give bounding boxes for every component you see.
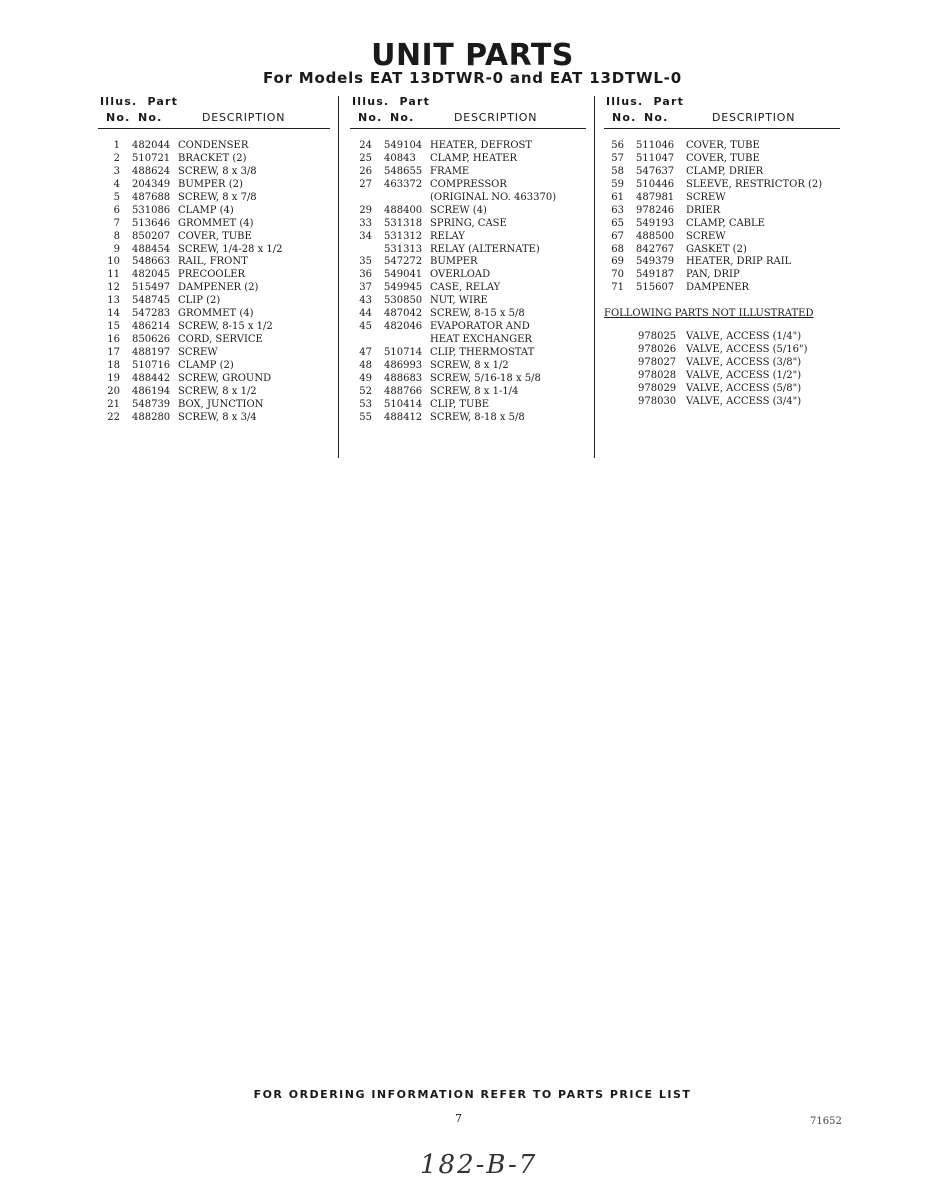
illus-no-cell: 67 bbox=[611, 230, 624, 242]
illus-no-cell: 24 bbox=[359, 140, 372, 151]
column-header bbox=[98, 95, 330, 131]
part-no-cell: 511046 bbox=[636, 140, 675, 151]
table-row bbox=[350, 321, 586, 334]
description-cell: SCREW, 8 x 1/2 bbox=[178, 385, 257, 397]
table-row bbox=[98, 334, 330, 347]
description-cell: NUT, WIRE bbox=[430, 295, 488, 307]
table-row bbox=[350, 256, 586, 269]
description-cell: OVERLOAD bbox=[430, 269, 491, 281]
description-cell: SCREW (4) bbox=[430, 204, 487, 216]
column-header-illus-no: No. bbox=[612, 111, 637, 124]
illus-no-cell: 29 bbox=[359, 204, 372, 216]
part-no-cell: 530850 bbox=[384, 295, 423, 307]
column-header-illus-part: Illus. Part bbox=[606, 95, 685, 108]
part-no-cell: 548739 bbox=[132, 398, 171, 410]
description-cell: CLIP, TUBE bbox=[430, 398, 490, 410]
part-no-cell: 531313 bbox=[384, 243, 423, 255]
table-row bbox=[350, 140, 586, 153]
part-no-cell: 487688 bbox=[132, 191, 171, 203]
illus-no-cell: 5 bbox=[113, 191, 120, 203]
description-cell: HEAT EXCHANGER bbox=[430, 334, 532, 346]
table-row bbox=[350, 373, 586, 386]
part-no-cell: 978028 bbox=[638, 370, 677, 382]
table-row bbox=[98, 360, 330, 373]
illus-no-cell: 6 bbox=[113, 204, 120, 216]
illus-no-cell: 55 bbox=[359, 411, 372, 423]
description-cell: GROMMET (4) bbox=[178, 308, 254, 320]
description-cell: COVER, TUBE bbox=[178, 230, 252, 242]
illus-no-cell: 11 bbox=[107, 269, 120, 281]
table-row bbox=[350, 205, 586, 218]
illus-no-cell: 58 bbox=[611, 165, 624, 177]
table-row bbox=[604, 192, 840, 205]
part-no-cell: 510716 bbox=[132, 359, 171, 371]
illus-no-cell: 21 bbox=[107, 398, 120, 410]
description-cell: SPRING, CASE bbox=[430, 217, 507, 229]
column-header-illus-no: No. bbox=[358, 111, 383, 124]
description-cell: HEATER, DEFROST bbox=[430, 140, 533, 151]
illus-no-cell bbox=[604, 370, 638, 383]
table-row bbox=[350, 231, 586, 244]
illus-no-cell: 35 bbox=[359, 256, 372, 268]
description-cell: CLIP, THERMOSTAT bbox=[430, 347, 535, 358]
description-cell: VALVE, ACCESS (5/16") bbox=[686, 344, 808, 356]
table-row bbox=[604, 396, 840, 409]
table-row bbox=[604, 344, 840, 357]
part-no-cell: 978025 bbox=[638, 331, 677, 343]
table-row bbox=[98, 231, 330, 244]
description-cell: DAMPENER (2) bbox=[178, 282, 259, 294]
part-no-cell: 549945 bbox=[384, 282, 423, 294]
illus-no-cell: 1 bbox=[113, 140, 120, 151]
illus-no-cell: 47 bbox=[359, 347, 372, 358]
part-no-cell: 515497 bbox=[132, 282, 171, 294]
illus-no-cell: 61 bbox=[611, 191, 624, 203]
description-cell: EVAPORATOR AND bbox=[430, 321, 530, 333]
table-row bbox=[350, 153, 586, 166]
table-row bbox=[604, 370, 840, 383]
description-cell: CLAMP, DRIER bbox=[686, 165, 764, 177]
description-cell: CONDENSER bbox=[178, 140, 249, 151]
illus-no-cell: 13 bbox=[107, 295, 120, 307]
table-row bbox=[604, 166, 840, 179]
description-cell: COVER, TUBE bbox=[686, 140, 760, 151]
part-no-cell: 511047 bbox=[636, 152, 675, 164]
description-cell: VALVE, ACCESS (5/8") bbox=[686, 383, 802, 394]
part-no-cell bbox=[384, 334, 430, 347]
part-no-cell: 531312 bbox=[384, 230, 423, 242]
description-cell: GASKET (2) bbox=[686, 243, 747, 255]
description-cell: COMPRESSOR bbox=[430, 178, 507, 190]
illus-no-cell: 56 bbox=[611, 140, 624, 151]
part-no-cell: 547637 bbox=[636, 165, 675, 177]
part-no-cell: 510446 bbox=[636, 178, 675, 190]
part-no-cell: 850207 bbox=[132, 230, 171, 242]
part-no-cell: 488280 bbox=[132, 411, 171, 423]
parts-list bbox=[98, 140, 330, 425]
table-row bbox=[98, 282, 330, 295]
part-no-cell: 486214 bbox=[132, 321, 171, 333]
illus-no-cell: 25 bbox=[359, 152, 372, 164]
description-cell: BUMPER (2) bbox=[178, 178, 243, 190]
part-no-cell: 842767 bbox=[636, 243, 675, 255]
table-row bbox=[98, 347, 330, 360]
table-row bbox=[98, 269, 330, 282]
table-row bbox=[604, 282, 840, 295]
description-cell: VALVE, ACCESS (1/2") bbox=[686, 370, 802, 382]
table-row bbox=[98, 205, 330, 218]
description-cell: HEATER, DRIP RAIL bbox=[686, 256, 792, 268]
illus-no-cell: 59 bbox=[611, 178, 624, 190]
description-cell: CASE, RELAY bbox=[430, 282, 501, 294]
illus-no-cell bbox=[604, 344, 638, 357]
part-no-cell: 549104 bbox=[384, 140, 423, 151]
description-cell: VALVE, ACCESS (1/4") bbox=[686, 331, 802, 343]
description-cell: CLAMP (4) bbox=[178, 204, 234, 216]
header-rule bbox=[604, 128, 840, 129]
table-row bbox=[350, 360, 586, 373]
parts-column-2 bbox=[350, 95, 586, 425]
description-cell: CLAMP (2) bbox=[178, 359, 234, 371]
column-header-part-no: No. bbox=[138, 111, 163, 124]
table-row bbox=[604, 153, 840, 166]
part-no-cell: 488683 bbox=[384, 372, 423, 384]
illus-no-cell: 26 bbox=[359, 165, 372, 177]
description-cell: SCREW bbox=[178, 347, 218, 358]
illus-no-cell: 22 bbox=[107, 411, 120, 423]
description-cell: CLAMP, CABLE bbox=[686, 217, 765, 229]
ordering-info: FOR ORDERING INFORMATION REFER TO PARTS PRICE LIST bbox=[253, 1088, 692, 1101]
description-cell: SCREW, 8-15 x 1/2 bbox=[178, 321, 273, 333]
table-row bbox=[98, 399, 330, 412]
illus-no-cell bbox=[350, 192, 384, 205]
table-row bbox=[604, 269, 840, 282]
part-no-cell: 510714 bbox=[384, 347, 423, 358]
illus-no-cell: 8 bbox=[113, 230, 120, 242]
illus-no-cell: 52 bbox=[359, 385, 372, 397]
not-illustrated-list bbox=[604, 331, 840, 409]
column-divider bbox=[594, 96, 595, 458]
part-no-cell: 482045 bbox=[132, 269, 171, 281]
part-no-cell: 488624 bbox=[132, 165, 171, 177]
table-row bbox=[98, 244, 330, 257]
table-row bbox=[604, 256, 840, 269]
table-row bbox=[604, 179, 840, 192]
part-no-cell bbox=[384, 192, 430, 205]
table-row bbox=[350, 244, 586, 257]
illus-no-cell: 15 bbox=[107, 321, 120, 333]
table-row bbox=[350, 295, 586, 308]
illus-no-cell: 4 bbox=[113, 178, 120, 190]
illus-no-cell: 18 bbox=[107, 359, 120, 371]
description-cell: CLAMP, HEATER bbox=[430, 152, 518, 164]
part-no-cell: 40843 bbox=[384, 152, 416, 164]
illus-no-cell: 68 bbox=[611, 243, 624, 255]
illus-no-cell: 48 bbox=[359, 359, 372, 371]
part-no-cell: 850626 bbox=[132, 334, 171, 346]
illus-no-cell: 37 bbox=[359, 282, 372, 294]
illus-no-cell: 43 bbox=[359, 295, 372, 307]
description-cell: SCREW, 8 x 7/8 bbox=[178, 191, 257, 203]
description-cell: SCREW, GROUND bbox=[178, 372, 272, 384]
description-cell: SCREW bbox=[686, 191, 726, 203]
description-cell: COVER, TUBE bbox=[686, 152, 760, 164]
table-row bbox=[604, 244, 840, 257]
table-row bbox=[604, 140, 840, 153]
table-row bbox=[350, 399, 586, 412]
part-no-cell: 548663 bbox=[132, 256, 171, 268]
part-no-cell: 488442 bbox=[132, 372, 171, 384]
description-cell: VALVE, ACCESS (3/8") bbox=[686, 357, 802, 369]
table-row bbox=[98, 166, 330, 179]
illus-no-cell: 65 bbox=[611, 217, 624, 229]
part-no-cell: 488454 bbox=[132, 243, 171, 255]
header-rule bbox=[350, 128, 586, 129]
table-row bbox=[98, 295, 330, 308]
table-row bbox=[350, 347, 586, 360]
header-rule bbox=[98, 128, 330, 129]
table-row bbox=[350, 179, 586, 192]
description-cell: FRAME bbox=[430, 165, 470, 177]
not-illustrated-heading: FOLLOWING PARTS NOT ILLUSTRATED bbox=[604, 308, 814, 320]
description-cell: SCREW bbox=[686, 230, 726, 242]
description-cell: BOX, JUNCTION bbox=[178, 398, 264, 410]
column-header-illus-no: No. bbox=[106, 111, 131, 124]
description-cell: SCREW, 8 x 1/2 bbox=[430, 359, 509, 371]
table-row bbox=[350, 282, 586, 295]
table-row bbox=[98, 192, 330, 205]
illus-no-cell bbox=[604, 331, 638, 344]
description-cell: RELAY bbox=[430, 230, 465, 242]
table-row bbox=[98, 179, 330, 192]
illus-no-cell: 71 bbox=[611, 282, 624, 294]
table-row bbox=[98, 386, 330, 399]
part-no-cell: 513646 bbox=[132, 217, 171, 229]
table-row bbox=[604, 231, 840, 244]
description-cell: SLEEVE, RESTRICTOR (2) bbox=[686, 178, 823, 190]
illus-no-cell bbox=[604, 357, 638, 370]
part-no-cell: 487042 bbox=[384, 308, 423, 320]
description-cell: CORD, SERVICE bbox=[178, 334, 263, 346]
part-no-cell: 515607 bbox=[636, 282, 675, 294]
page-number: 7 bbox=[455, 1112, 462, 1125]
table-row bbox=[350, 218, 586, 231]
column-header-description: DESCRIPTION bbox=[202, 111, 286, 124]
table-row bbox=[98, 412, 330, 425]
illus-no-cell: 27 bbox=[359, 178, 372, 190]
part-no-cell: 978027 bbox=[638, 357, 677, 369]
illus-no-cell: 2 bbox=[113, 152, 120, 164]
table-row bbox=[350, 166, 586, 179]
illus-no-cell: 12 bbox=[107, 282, 120, 294]
part-no-cell: 978026 bbox=[638, 344, 677, 356]
part-no-cell: 978030 bbox=[638, 395, 677, 407]
illus-no-cell: 14 bbox=[107, 308, 120, 320]
illus-no-cell: 69 bbox=[611, 256, 624, 268]
description-cell: CLIP (2) bbox=[178, 295, 221, 307]
part-no-cell: 548655 bbox=[384, 165, 423, 177]
document-code: 71652 bbox=[810, 1116, 842, 1127]
illus-no-cell: 9 bbox=[113, 243, 120, 255]
part-no-cell: 204349 bbox=[132, 178, 171, 190]
description-cell: (ORIGINAL NO. 463370) bbox=[430, 191, 557, 203]
parts-list bbox=[350, 140, 586, 425]
part-no-cell: 549379 bbox=[636, 256, 675, 268]
column-divider bbox=[338, 96, 339, 458]
illus-no-cell bbox=[350, 244, 384, 257]
part-no-cell: 510414 bbox=[384, 398, 423, 410]
description-cell: SCREW, 1/4-28 x 1/2 bbox=[178, 243, 283, 255]
description-cell: PAN, DRIP bbox=[686, 269, 740, 281]
illus-no-cell: 36 bbox=[359, 269, 372, 281]
description-cell: SCREW, 8 x 1-1/4 bbox=[430, 385, 519, 397]
description-cell: RELAY (ALTERNATE) bbox=[430, 243, 540, 255]
illus-no-cell bbox=[604, 383, 638, 396]
illus-no-cell: 16 bbox=[107, 334, 120, 346]
illus-no-cell: 3 bbox=[113, 165, 120, 177]
illus-no-cell: 34 bbox=[359, 230, 372, 242]
page-subtitle: For Models EAT 13DTWR-0 and EAT 13DTWL-0 bbox=[263, 69, 682, 87]
column-header bbox=[604, 95, 840, 131]
column-header bbox=[350, 95, 586, 131]
part-no-cell: 978029 bbox=[638, 383, 677, 394]
description-cell: GROMMET (4) bbox=[178, 217, 254, 229]
description-cell: SCREW, 8-15 x 5/8 bbox=[430, 308, 525, 320]
table-row bbox=[98, 373, 330, 386]
table-row bbox=[604, 205, 840, 218]
table-row bbox=[98, 153, 330, 166]
parts-list bbox=[604, 140, 840, 295]
illus-no-cell: 33 bbox=[359, 217, 372, 229]
parts-column-1 bbox=[98, 95, 330, 425]
part-no-cell: 488197 bbox=[132, 347, 171, 358]
illus-no-cell: 49 bbox=[359, 372, 372, 384]
illus-no-cell bbox=[350, 334, 384, 347]
illus-no-cell: 53 bbox=[359, 398, 372, 410]
description-cell: DAMPENER bbox=[686, 282, 750, 294]
illus-no-cell: 17 bbox=[107, 347, 120, 358]
handwritten-note: 182-B-7 bbox=[420, 1150, 538, 1180]
description-cell: SCREW, 5/16-18 x 5/8 bbox=[430, 372, 541, 384]
part-no-cell: 482046 bbox=[384, 321, 423, 333]
part-no-cell: 549193 bbox=[636, 217, 675, 229]
column-header-description: DESCRIPTION bbox=[712, 111, 796, 124]
column-header-illus-part: Illus. Part bbox=[100, 95, 179, 108]
part-no-cell: 547283 bbox=[132, 308, 171, 320]
column-header-illus-part: Illus. Part bbox=[352, 95, 431, 108]
table-row bbox=[350, 192, 586, 205]
table-row bbox=[604, 218, 840, 231]
column-header-part-no: No. bbox=[390, 111, 415, 124]
illus-no-cell: 10 bbox=[107, 256, 120, 268]
part-no-cell: 488500 bbox=[636, 230, 675, 242]
description-cell: VALVE, ACCESS (3/4") bbox=[686, 395, 802, 407]
part-no-cell: 463372 bbox=[384, 178, 423, 190]
illus-no-cell: 57 bbox=[611, 152, 624, 164]
table-row bbox=[350, 386, 586, 399]
table-row bbox=[350, 308, 586, 321]
part-no-cell: 549187 bbox=[636, 269, 675, 281]
table-row bbox=[604, 331, 840, 344]
page-title: UNIT PARTS bbox=[371, 38, 574, 73]
description-cell: SCREW, 8-18 x 5/8 bbox=[430, 411, 525, 423]
part-no-cell: 531086 bbox=[132, 204, 171, 216]
part-no-cell: 488400 bbox=[384, 204, 423, 216]
part-no-cell: 531318 bbox=[384, 217, 423, 229]
part-no-cell: 487981 bbox=[636, 191, 675, 203]
table-row bbox=[98, 256, 330, 269]
table-row bbox=[98, 321, 330, 334]
table-row bbox=[350, 334, 586, 347]
column-header-description: DESCRIPTION bbox=[454, 111, 538, 124]
table-row bbox=[350, 412, 586, 425]
illus-no-cell: 20 bbox=[107, 385, 120, 397]
illus-no-cell: 45 bbox=[359, 321, 372, 333]
illus-no-cell: 7 bbox=[113, 217, 120, 229]
column-header-part-no: No. bbox=[644, 111, 669, 124]
part-no-cell: 549041 bbox=[384, 269, 423, 281]
part-no-cell: 488766 bbox=[384, 385, 423, 397]
illus-no-cell bbox=[604, 396, 638, 409]
description-cell: DRIER bbox=[686, 204, 721, 216]
illus-no-cell: 44 bbox=[359, 308, 372, 320]
part-no-cell: 482044 bbox=[132, 140, 171, 151]
parts-column-3 bbox=[604, 95, 840, 409]
illus-no-cell: 19 bbox=[107, 372, 120, 384]
description-cell: RAIL, FRONT bbox=[178, 256, 248, 268]
table-row bbox=[98, 308, 330, 321]
part-no-cell: 978246 bbox=[636, 204, 675, 216]
table-row bbox=[604, 357, 840, 370]
description-cell: PRECOOLER bbox=[178, 269, 246, 281]
table-row bbox=[98, 218, 330, 231]
description-cell: BRACKET (2) bbox=[178, 152, 247, 164]
part-no-cell: 510721 bbox=[132, 152, 171, 164]
table-row bbox=[98, 140, 330, 153]
part-no-cell: 486194 bbox=[132, 385, 171, 397]
table-row bbox=[350, 269, 586, 282]
table-row bbox=[604, 383, 840, 396]
illus-no-cell: 63 bbox=[611, 204, 624, 216]
part-no-cell: 547272 bbox=[384, 256, 423, 268]
part-no-cell: 488412 bbox=[384, 411, 423, 423]
description-cell: BUMPER bbox=[430, 256, 478, 268]
part-no-cell: 486993 bbox=[384, 359, 423, 371]
description-cell: SCREW, 8 x 3/8 bbox=[178, 165, 257, 177]
part-no-cell: 548745 bbox=[132, 295, 171, 307]
description-cell: SCREW, 8 x 3/4 bbox=[178, 411, 257, 423]
illus-no-cell: 70 bbox=[611, 269, 624, 281]
